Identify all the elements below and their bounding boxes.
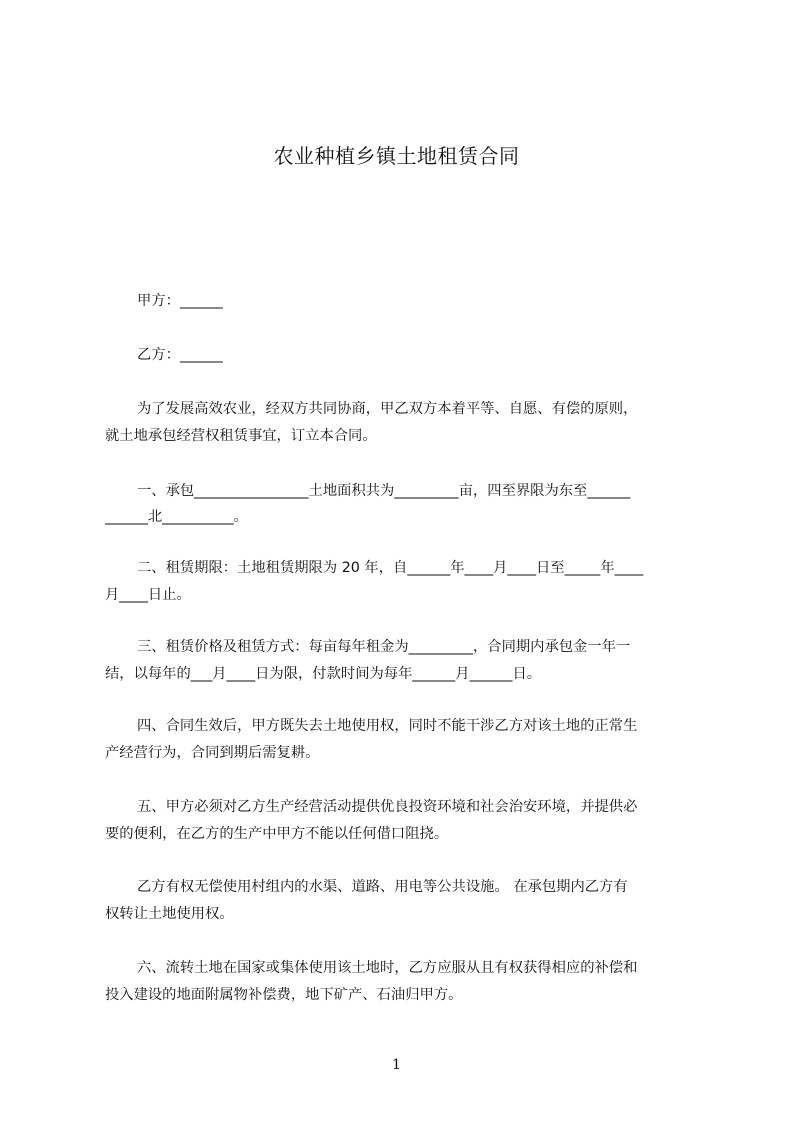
page-number: 1	[392, 1057, 401, 1073]
clause-5-line-1: 五、甲方必须对乙方生产经营活动提供优良投资环境和社会治安环境，并提供必	[137, 799, 638, 815]
clause-3-line-1: 三、租赁价格及租赁方式：每亩每年租金为_________，合同期内承包金一年一	[137, 639, 631, 655]
clause-5-line-2: 要的便利，在乙方的生产中甲方不能以任何借口阻挠。	[105, 826, 449, 842]
clause-2-line-2: 月____日止。	[105, 587, 191, 603]
clause-4-line-1: 四、合同生效后，甲方既失去土地使用权，同时不能干涉乙方对该土地的正常生	[137, 718, 638, 734]
party-b-line: 乙方：______	[137, 347, 223, 363]
clause-5b-line-2: 权转让土地使用权。	[105, 906, 234, 922]
paragraph-intro-line-2: 就土地承包经营权租赁事宜，订立本合同。	[105, 428, 377, 444]
clause-4-line-2: 产经营行为，合同到期后需复耕。	[105, 745, 320, 761]
paragraph-intro-line-1: 为了发展高效农业，经双方共同协商，甲乙双方本着平等、自愿、有偿的原则，	[137, 401, 638, 417]
clause-1-line-2: ______北__________。	[105, 509, 248, 525]
clause-6-line-2: 投入建设的地面附属物补偿费，地下矿产、石油归甲方。	[105, 987, 463, 1003]
document-title: 农业种植乡镇土地租赁合同	[273, 144, 520, 168]
clause-2-line-1: 二、租赁期限：土地租赁期限为 20 年，自______年____月____日至_____年____	[137, 560, 644, 576]
clause-5b-line-1: 乙方有权无偿使用村组内的水渠、道路、用电等公共设施。 在承包期内乙方有	[137, 879, 628, 895]
clause-3-line-2: 结，以每年的___月____日为限，付款时间为每年______月______日。	[105, 666, 542, 682]
party-a-line: 甲方：______	[137, 293, 223, 309]
clause-1-line-1: 一、承包________________土地面积共为_________亩，四至界限为东至______	[137, 483, 631, 499]
clause-6-line-1: 六、流转土地在国家或集体使用该土地时，乙方应服从且有权获得相应的补偿和	[137, 960, 638, 976]
